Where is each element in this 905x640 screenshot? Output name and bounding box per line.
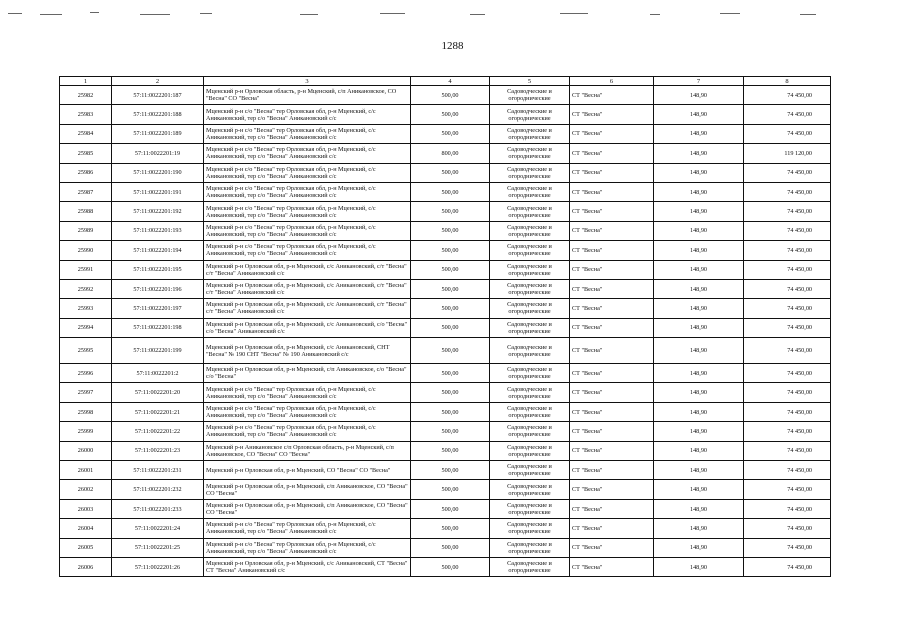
total-value-cell: 74 450,00 — [744, 124, 831, 143]
partnership-cell: СТ "Весна" — [570, 279, 654, 298]
address-cell: Мценский р-н с/о "Весна" тер Орловская обл, р-н Мценский, с/с Аникановский, тер с/о "Весна" Аникановский с/с — [204, 422, 411, 441]
address-cell: Мценский р-н Орловская обл, р-н Мценский, с/с Аникановский, с/о "Весна" с/о "Весна" Аникановский с/с — [204, 318, 411, 337]
table-row — [60, 480, 831, 499]
unit-price-cell: 148,90 — [654, 499, 744, 518]
partnership-cell: СТ "Весна" — [570, 338, 654, 364]
row-number: 25998 — [60, 402, 112, 421]
unit-price-cell: 148,90 — [654, 480, 744, 499]
header-row — [60, 77, 831, 86]
land-use-cell: Садоводческие и огороднические — [490, 499, 570, 518]
cadastral-number: 57:11:0022201:231 — [112, 461, 204, 480]
total-value-cell: 74 450,00 — [744, 163, 831, 182]
table-row — [60, 441, 831, 460]
address-cell: Мценский р-н Орловская обл, р-н Мценский, с/с Аникановский, с/т "Весна" с/т "Весна" Аникановский с/с — [204, 279, 411, 298]
total-value-cell: 74 450,00 — [744, 383, 831, 402]
cadastral-number: 57:11:0022201:197 — [112, 299, 204, 318]
total-value-cell: 74 450,00 — [744, 364, 831, 383]
partnership-cell: СТ "Весна" — [570, 538, 654, 557]
cadastral-number: 57:11:0022201:23 — [112, 441, 204, 460]
area-cell: 500,00 — [411, 260, 490, 279]
land-use-cell: Садоводческие и огороднические — [490, 299, 570, 318]
table-row — [60, 383, 831, 402]
area-cell: 500,00 — [411, 299, 490, 318]
total-value-cell: 74 450,00 — [744, 441, 831, 460]
unit-price-cell: 148,90 — [654, 299, 744, 318]
row-number: 25986 — [60, 163, 112, 182]
address-cell: Мценский р-н с/о "Весна" тер Орловская обл, р-н Мценский, с/с Аникановский, тер с/о "Весна" Аникановский с/с — [204, 402, 411, 421]
table-row — [60, 163, 831, 182]
register-table — [59, 76, 831, 577]
land-use-cell: Садоводческие и огороднические — [490, 124, 570, 143]
cadastral-number: 57:11:0022201:195 — [112, 260, 204, 279]
partnership-cell: СТ "Весна" — [570, 182, 654, 201]
row-number: 25994 — [60, 318, 112, 337]
area-cell: 500,00 — [411, 441, 490, 460]
column-header: 5 — [490, 77, 570, 86]
row-number: 25993 — [60, 299, 112, 318]
area-cell: 500,00 — [411, 499, 490, 518]
cadastral-number: 57:11:0022201:26 — [112, 557, 204, 576]
unit-price-cell: 148,90 — [654, 163, 744, 182]
area-cell: 500,00 — [411, 221, 490, 240]
address-cell: Мценский р-н с/о "Весна" тер Орловская обл, р-н Мценский, с/с Аникановский, тер с/о "Весна" Аникановский с/с — [204, 221, 411, 240]
partnership-cell: СТ "Весна" — [570, 105, 654, 124]
address-cell: Мценский р-н с/о "Весна" тер Орловская обл, р-н Мценский, с/с Аникановский, тер с/о "Весна" Аникановский с/с — [204, 202, 411, 221]
area-cell: 500,00 — [411, 519, 490, 538]
area-cell: 500,00 — [411, 182, 490, 201]
partnership-cell: СТ "Весна" — [570, 299, 654, 318]
partnership-cell: СТ "Весна" — [570, 260, 654, 279]
unit-price-cell: 148,90 — [654, 383, 744, 402]
address-cell: Мценский р-н с/о "Весна" тер Орловская обл, р-н Мценский, с/с Аникановский, тер с/о "Весна" Аникановский с/с — [204, 182, 411, 201]
row-number: 25984 — [60, 124, 112, 143]
cadastral-number: 57:11:0022201:187 — [112, 86, 204, 105]
land-use-cell: Садоводческие и огороднические — [490, 383, 570, 402]
unit-price-cell: 148,90 — [654, 124, 744, 143]
partnership-cell: СТ "Весна" — [570, 86, 654, 105]
cadastral-number: 57:11:0022201:198 — [112, 318, 204, 337]
table-row — [60, 144, 831, 163]
cadastral-number: 57:11:0022201:196 — [112, 279, 204, 298]
area-cell: 500,00 — [411, 279, 490, 298]
cadastral-number: 57:11:0022201:190 — [112, 163, 204, 182]
land-use-cell: Садоводческие и огороднические — [490, 241, 570, 260]
table-row — [60, 124, 831, 143]
page-number: 1288 — [441, 40, 464, 52]
table-row — [60, 86, 831, 105]
row-number: 26001 — [60, 461, 112, 480]
address-cell: Мценский р-н с/о "Весна" тер Орловская обл, р-н Мценский, с/с Аникановский, тер с/о "Весна" Аникановский с/с — [204, 105, 411, 124]
address-cell: Мценский р-н Орловская обл, р-н Мценский, с/с Аникановский, СТ "Весна" СТ "Весна" Аникановский с/с — [204, 557, 411, 576]
column-header: 3 — [204, 77, 411, 86]
unit-price-cell: 148,90 — [654, 422, 744, 441]
cadastral-number: 57:11:0022201:189 — [112, 124, 204, 143]
area-cell: 500,00 — [411, 105, 490, 124]
partnership-cell: СТ "Весна" — [570, 202, 654, 221]
land-use-cell: Садоводческие и огороднические — [490, 260, 570, 279]
area-cell: 500,00 — [411, 241, 490, 260]
scan-noise — [0, 0, 905, 20]
land-use-cell: Садоводческие и огороднические — [490, 557, 570, 576]
row-number: 25990 — [60, 241, 112, 260]
cadastral-number: 57:11:0022201:188 — [112, 105, 204, 124]
land-use-cell: Садоводческие и огороднические — [490, 519, 570, 538]
table-row — [60, 402, 831, 421]
address-cell: Мценский р-н с/о "Весна" тер Орловская обл, р-н Мценский, с/с Аникановский, тер с/о "Весна" Аникановский с/с — [204, 124, 411, 143]
total-value-cell: 119 120,00 — [744, 144, 831, 163]
cadastral-number: 57:11:0022201:192 — [112, 202, 204, 221]
address-cell: Мценский р-н Орловская обл, р-н Мценский, с/с Аникановский, с/т "Весна" с/т "Весна" Аникановский с/с — [204, 299, 411, 318]
table-body — [60, 86, 831, 577]
column-header: 1 — [60, 77, 112, 86]
table-row — [60, 202, 831, 221]
table-row — [60, 557, 831, 576]
address-cell: Мценский р-н Орловская обл, р-н Мценский, с/п Аникановское, с/о "Весна" с/о "Весна" — [204, 364, 411, 383]
table-row — [60, 105, 831, 124]
table-header — [60, 77, 831, 86]
table-row — [60, 182, 831, 201]
land-use-cell: Садоводческие и огороднические — [490, 221, 570, 240]
row-number: 26005 — [60, 538, 112, 557]
table-row — [60, 318, 831, 337]
register-table-container — [59, 76, 830, 577]
land-use-cell: Садоводческие и огороднические — [490, 364, 570, 383]
land-use-cell: Садоводческие и огороднические — [490, 461, 570, 480]
row-number: 25989 — [60, 221, 112, 240]
total-value-cell: 74 450,00 — [744, 86, 831, 105]
partnership-cell: СТ "Весна" — [570, 241, 654, 260]
area-cell: 500,00 — [411, 86, 490, 105]
total-value-cell: 74 450,00 — [744, 499, 831, 518]
unit-price-cell: 148,90 — [654, 105, 744, 124]
row-number: 25988 — [60, 202, 112, 221]
unit-price-cell: 148,90 — [654, 519, 744, 538]
column-header: 2 — [112, 77, 204, 86]
area-cell: 500,00 — [411, 402, 490, 421]
partnership-cell: СТ "Весна" — [570, 441, 654, 460]
land-use-cell: Садоводческие и огороднические — [490, 441, 570, 460]
land-use-cell: Садоводческие и огороднические — [490, 163, 570, 182]
row-number: 25997 — [60, 383, 112, 402]
row-number: 25991 — [60, 260, 112, 279]
total-value-cell: 74 450,00 — [744, 461, 831, 480]
area-cell: 500,00 — [411, 364, 490, 383]
table-row — [60, 461, 831, 480]
land-use-cell: Садоводческие и огороднические — [490, 105, 570, 124]
total-value-cell: 74 450,00 — [744, 338, 831, 364]
row-number: 26006 — [60, 557, 112, 576]
table-row — [60, 519, 831, 538]
table-row — [60, 221, 831, 240]
total-value-cell: 74 450,00 — [744, 260, 831, 279]
unit-price-cell: 148,90 — [654, 538, 744, 557]
area-cell: 500,00 — [411, 318, 490, 337]
total-value-cell: 74 450,00 — [744, 480, 831, 499]
partnership-cell: СТ "Весна" — [570, 480, 654, 499]
address-cell: Мценский р-н с/о "Весна" тер Орловская обл, р-н Мценский, с/с Аникановский, тер с/о "Весна" Аникановский с/с — [204, 519, 411, 538]
column-header: 4 — [411, 77, 490, 86]
cadastral-number: 57:11:0022201:191 — [112, 182, 204, 201]
row-number: 25985 — [60, 144, 112, 163]
unit-price-cell: 148,90 — [654, 241, 744, 260]
total-value-cell: 74 450,00 — [744, 422, 831, 441]
land-use-cell: Садоводческие и огороднические — [490, 538, 570, 557]
table-row — [60, 299, 831, 318]
column-header: 8 — [744, 77, 831, 86]
total-value-cell: 74 450,00 — [744, 182, 831, 201]
cadastral-number: 57:11:0022201:193 — [112, 221, 204, 240]
land-use-cell: Садоводческие и огороднические — [490, 480, 570, 499]
total-value-cell: 74 450,00 — [744, 519, 831, 538]
unit-price-cell: 148,90 — [654, 402, 744, 421]
area-cell: 500,00 — [411, 163, 490, 182]
row-number: 25996 — [60, 364, 112, 383]
column-header: 7 — [654, 77, 744, 86]
total-value-cell: 74 450,00 — [744, 318, 831, 337]
row-number: 25992 — [60, 279, 112, 298]
partnership-cell: СТ "Весна" — [570, 402, 654, 421]
area-cell: 500,00 — [411, 557, 490, 576]
unit-price-cell: 148,90 — [654, 441, 744, 460]
address-cell: Мценский р-н Аникановское с/п Орловская область, р-н Мценский, с/п Аникановское, СО "Весна" СО "Весна" — [204, 441, 411, 460]
address-cell: Мценский р-н Орловская обл, р-н Мценский, СО "Весна" СО "Весна" — [204, 461, 411, 480]
cadastral-number: 57:11:0022201:232 — [112, 480, 204, 499]
unit-price-cell: 148,90 — [654, 260, 744, 279]
area-cell: 500,00 — [411, 422, 490, 441]
unit-price-cell: 148,90 — [654, 318, 744, 337]
row-number: 26002 — [60, 480, 112, 499]
total-value-cell: 74 450,00 — [744, 241, 831, 260]
row-number: 26000 — [60, 441, 112, 460]
land-use-cell: Садоводческие и огороднические — [490, 86, 570, 105]
address-cell: Мценский р-н Орловская область, р-н Мценский, с/п Аникановское, СО "Весна" СО "Весна" — [204, 86, 411, 105]
land-use-cell: Садоводческие и огороднические — [490, 422, 570, 441]
partnership-cell: СТ "Весна" — [570, 221, 654, 240]
unit-price-cell: 148,90 — [654, 86, 744, 105]
cadastral-number: 57:11:0022201:25 — [112, 538, 204, 557]
cadastral-number: 57:11:0022201:24 — [112, 519, 204, 538]
address-cell: Мценский р-н Орловская обл, р-н Мценский, с/п Аникановское, СО "Весна" СО "Весна" — [204, 499, 411, 518]
row-number: 25982 — [60, 86, 112, 105]
table-row — [60, 538, 831, 557]
unit-price-cell: 148,90 — [654, 461, 744, 480]
partnership-cell: СТ "Весна" — [570, 364, 654, 383]
partnership-cell: СТ "Весна" — [570, 461, 654, 480]
area-cell: 500,00 — [411, 461, 490, 480]
address-cell: Мценский р-н Орловская обл, р-н Мценский, с/с Аникановский, с/т "Весна" с/т "Весна" Аникановский с/с — [204, 260, 411, 279]
cadastral-number: 57:11:0022201:22 — [112, 422, 204, 441]
row-number: 25987 — [60, 182, 112, 201]
partnership-cell: СТ "Весна" — [570, 557, 654, 576]
table-row — [60, 241, 831, 260]
land-use-cell: Садоводческие и огороднические — [490, 318, 570, 337]
address-cell: Мценский р-н с/о "Весна" тер Орловская обл, р-н Мценский, с/с Аникановский, тер с/о "Весна" Аникановский с/с — [204, 538, 411, 557]
land-use-cell: Садоводческие и огороднические — [490, 182, 570, 201]
land-use-cell: Садоводческие и огороднические — [490, 202, 570, 221]
land-use-cell: Садоводческие и огороднические — [490, 144, 570, 163]
row-number: 25995 — [60, 338, 112, 364]
address-cell: Мценский р-н с/о "Весна" тер Орловская обл, р-н Мценский, с/с Аникановский, тер с/о "Весна" Аникановский с/с — [204, 144, 411, 163]
cadastral-number: 57:11:0022201:20 — [112, 383, 204, 402]
area-cell: 500,00 — [411, 338, 490, 364]
total-value-cell: 74 450,00 — [744, 202, 831, 221]
area-cell: 500,00 — [411, 202, 490, 221]
address-cell: Мценский р-н Орловская обл, р-н Мценский, с/с Аникановский, СНТ "Весна" № 190 СНТ "Весна" № 190 Аникановский с/с — [204, 338, 411, 364]
unit-price-cell: 148,90 — [654, 144, 744, 163]
address-cell: Мценский р-н Орловская обл, р-н Мценский, с/п Аникановское, СО "Весна" СО "Весна" — [204, 480, 411, 499]
row-number: 26003 — [60, 499, 112, 518]
table-row — [60, 364, 831, 383]
unit-price-cell: 148,90 — [654, 338, 744, 364]
total-value-cell: 74 450,00 — [744, 299, 831, 318]
partnership-cell: СТ "Весна" — [570, 499, 654, 518]
total-value-cell: 74 450,00 — [744, 538, 831, 557]
unit-price-cell: 148,90 — [654, 279, 744, 298]
address-cell: Мценский р-н с/о "Весна" тер Орловская обл, р-н Мценский, с/с Аникановский, тер с/о "Весна" Аникановский с/с — [204, 383, 411, 402]
cadastral-number: 57:11:0022201:19 — [112, 144, 204, 163]
cadastral-number: 57:11:0022201:194 — [112, 241, 204, 260]
partnership-cell: СТ "Весна" — [570, 144, 654, 163]
cadastral-number: 57:11:0022201:2 — [112, 364, 204, 383]
partnership-cell: СТ "Весна" — [570, 519, 654, 538]
column-header: 6 — [570, 77, 654, 86]
cadastral-number: 57:11:0022201:21 — [112, 402, 204, 421]
address-cell: Мценский р-н с/о "Весна" тер Орловская обл, р-н Мценский, с/с Аникановский, тер с/о "Весна" Аникановский с/с — [204, 241, 411, 260]
total-value-cell: 74 450,00 — [744, 221, 831, 240]
total-value-cell: 74 450,00 — [744, 402, 831, 421]
land-use-cell: Садоводческие и огороднические — [490, 402, 570, 421]
total-value-cell: 74 450,00 — [744, 105, 831, 124]
table-row — [60, 338, 831, 364]
total-value-cell: 74 450,00 — [744, 557, 831, 576]
partnership-cell: СТ "Весна" — [570, 163, 654, 182]
partnership-cell: СТ "Весна" — [570, 124, 654, 143]
area-cell: 500,00 — [411, 124, 490, 143]
unit-price-cell: 148,90 — [654, 202, 744, 221]
row-number: 25999 — [60, 422, 112, 441]
partnership-cell: СТ "Весна" — [570, 383, 654, 402]
table-row — [60, 499, 831, 518]
unit-price-cell: 148,90 — [654, 182, 744, 201]
area-cell: 500,00 — [411, 538, 490, 557]
area-cell: 500,00 — [411, 480, 490, 499]
cadastral-number: 57:11:0022201:199 — [112, 338, 204, 364]
land-use-cell: Садоводческие и огороднические — [490, 279, 570, 298]
area-cell: 500,00 — [411, 383, 490, 402]
cadastral-number: 57:11:0022201:233 — [112, 499, 204, 518]
partnership-cell: СТ "Весна" — [570, 318, 654, 337]
row-number: 26004 — [60, 519, 112, 538]
unit-price-cell: 148,90 — [654, 364, 744, 383]
row-number: 25983 — [60, 105, 112, 124]
unit-price-cell: 148,90 — [654, 557, 744, 576]
unit-price-cell: 148,90 — [654, 221, 744, 240]
table-row — [60, 260, 831, 279]
area-cell: 800,00 — [411, 144, 490, 163]
table-row — [60, 422, 831, 441]
total-value-cell: 74 450,00 — [744, 279, 831, 298]
land-use-cell: Садоводческие и огороднические — [490, 338, 570, 364]
table-row — [60, 279, 831, 298]
partnership-cell: СТ "Весна" — [570, 422, 654, 441]
address-cell: Мценский р-н с/о "Весна" тер Орловская обл, р-н Мценский, с/с Аникановский, тер с/о "Весна" Аникановский с/с — [204, 163, 411, 182]
